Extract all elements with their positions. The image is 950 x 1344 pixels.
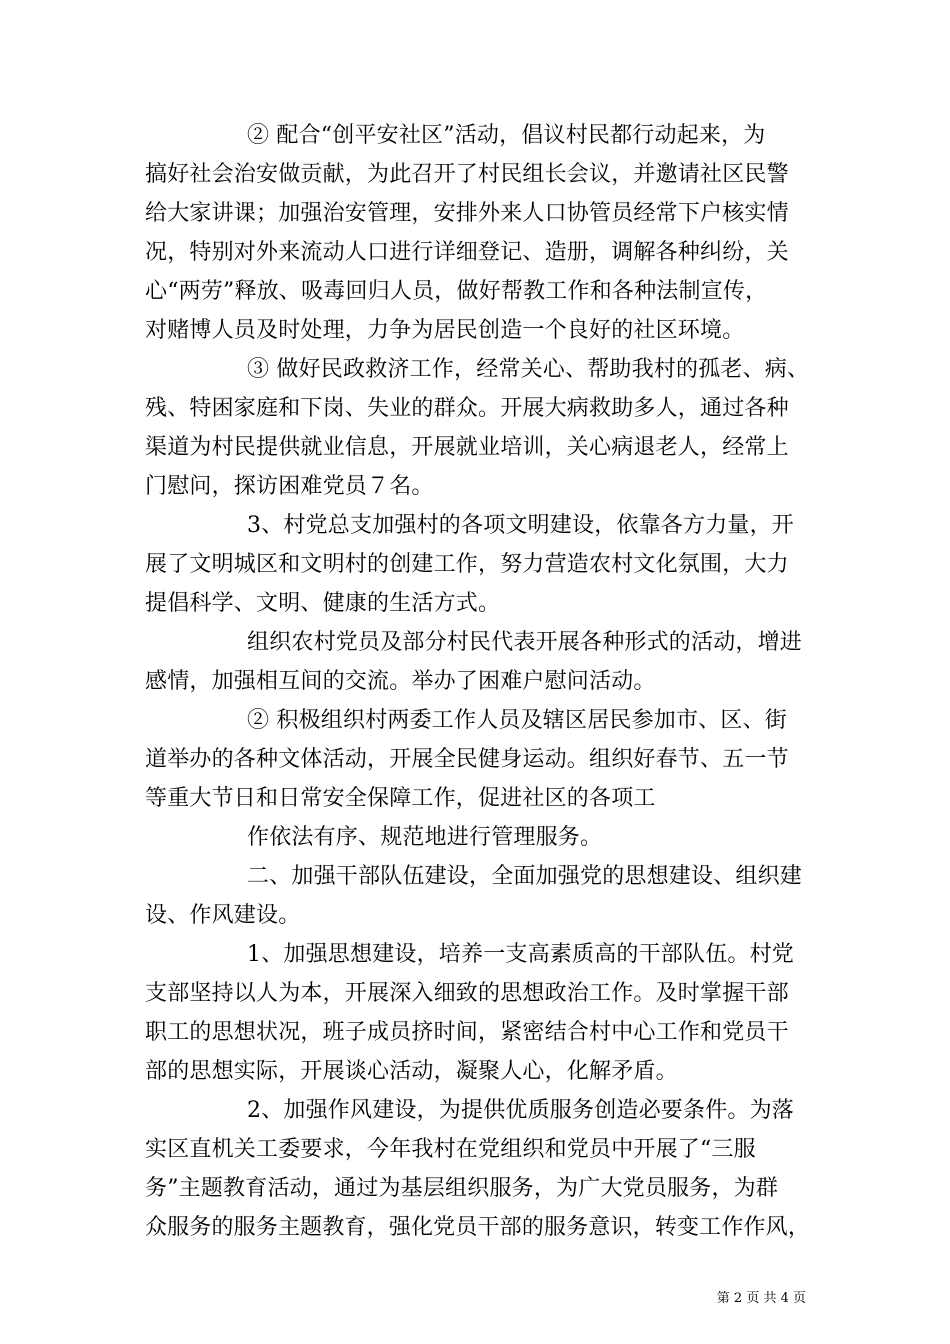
text-line: 道举办的各种文体活动，开展全民健身运动。组织好春节、五一节 [145,747,789,772]
text-line: ② 积极组织村两委工作人员及辖区居民参加市、区、街 [247,708,787,733]
text-line: 众服务的服务主题教育，强化党员干部的服务意识，转变工作作风， [145,1215,811,1240]
text-line: ② 配合“创平安社区”活动，倡议村民都行动起来，为 [247,123,766,148]
text-line: 1、加强思想建设，培养一支高素质高的干部队伍。村党 [247,942,794,967]
text-line: 实区直机关工委要求，今年我村在党组织和党员中开展了“三服 [145,1137,756,1162]
text-line: 况，特别对外来流动人口进行详细登记、造册，调解各种纠纷，关 [145,240,789,265]
text-line: 务”主题教育活动，通过为基层组织服务，为广大党员服务，为群 [145,1176,779,1201]
text-line: 支部坚持以人为本，开展深入细致的思想政治工作。及时掌握干部 [145,981,789,1006]
text-line: 给大家讲课；加强治安管理，安排外来人口协管员经常下户核实情 [145,201,789,226]
text-line: 职工的思想状况，班子成员挤时间，紧密结合村中心工作和党员干 [145,1020,789,1045]
text-line: ③ 做好民政救济工作，经常关心、帮助我村的孤老、病、 [247,357,810,382]
text-line: 2、加强作风建设，为提供优质服务创造必要条件。为落 [247,1098,794,1123]
text-line: 对赌博人员及时处理，力争为居民创造一个良好的社区环境。 [145,318,745,343]
text-line: 搞好社会治安做贡献，为此召开了村民组长会议，并邀请社区民警 [145,162,789,187]
text-line: 门慰问，探访困难党员７名。 [145,474,434,499]
text-line: 组织农村党员及部分村民代表开展各种形式的活动，增进 [247,630,803,655]
text-line: 作依法有序、规范地进行管理服务。 [247,825,603,850]
text-line: 展了文明城区和文明村的创建工作，努力营造农村文化氛围，大力 [145,552,789,577]
text-line: 设、作风建设。 [145,903,301,928]
text-line: 渠道为村民提供就业信息，开展就业培训，关心病退老人，经常上 [145,435,789,460]
page-number: 第 2 页 共 4 页 [716,1291,806,1306]
text-line: 3、村党总支加强村的各项文明建设，依靠各方力量，开 [247,513,794,538]
text-line: 心“两劳”释放、吸毒回归人员，做好帮教工作和各种法制宣传， [145,279,768,304]
text-line: 残、特困家庭和下岗、失业的群众。开展大病救助多人，通过各种 [145,396,789,421]
text-line: 感情，加强相互间的交流。举办了困难户慰问活动。 [145,669,656,694]
text-line: 等重大节日和日常安全保障工作，促进社区的各项工 [145,786,656,811]
text-line: 部的思想实际，开展谈心活动，凝聚人心，化解矛盾。 [145,1059,678,1084]
text-line: 二、加强干部队伍建设，全面加强党的思想建设、组织建 [247,864,803,889]
text-line: 提倡科学、文明、健康的生活方式。 [145,591,501,616]
